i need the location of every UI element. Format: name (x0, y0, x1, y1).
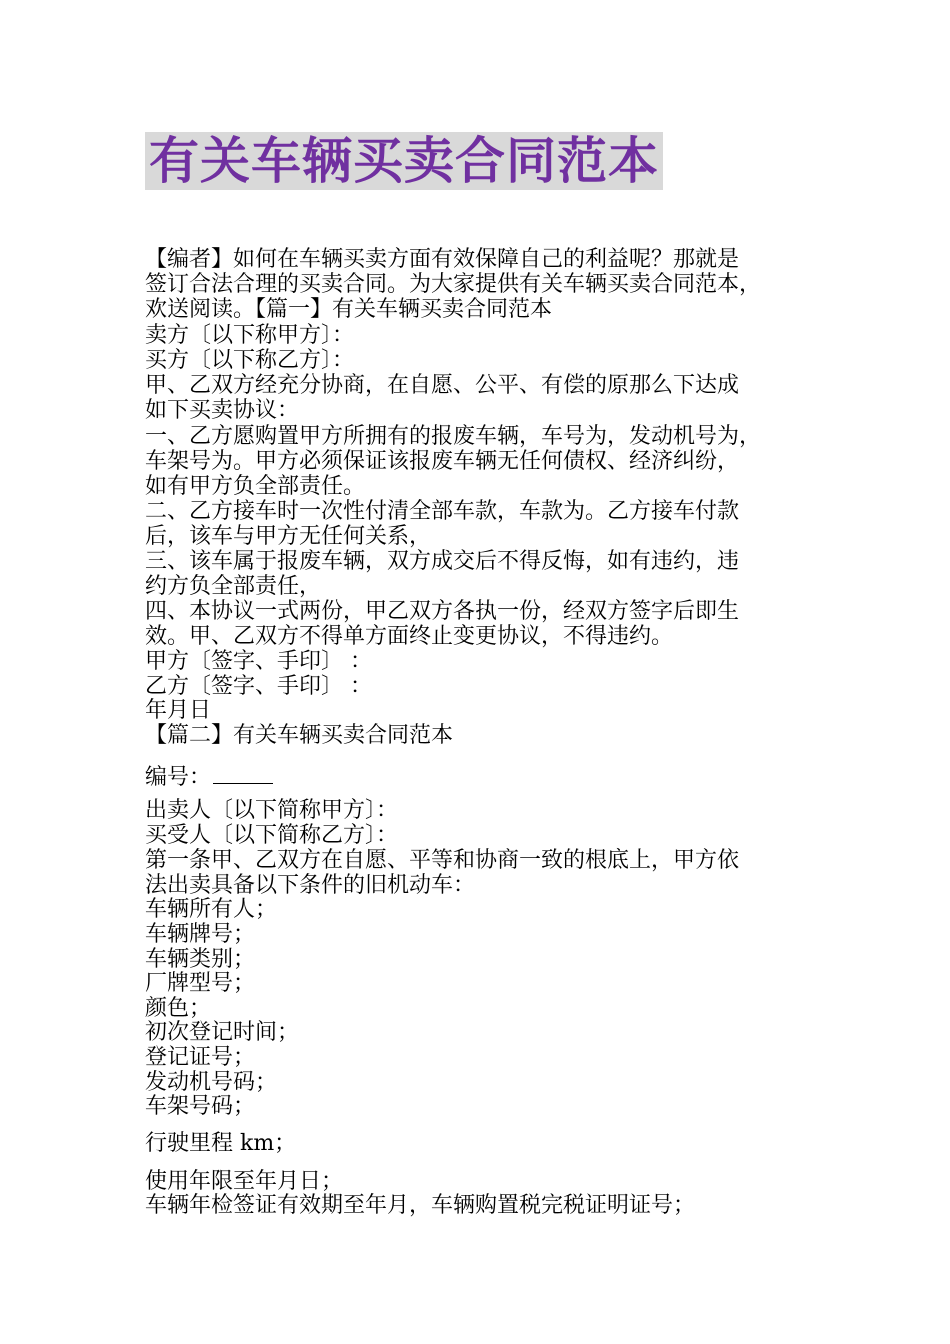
text-line: 欢送阅读。【篇一】有关车辆买卖合同范本 (145, 297, 553, 322)
text-line: 四、本协议一式两份，甲乙双方各执一份，经双方签字后即生 (145, 599, 740, 624)
text-line: 年月日 (145, 698, 212, 723)
text-line: 三、该车属于报废车辆，双方成交后不得反悔，如有违约，违 (145, 549, 740, 574)
text-line: 卖方〔以下称甲方〕： (145, 323, 355, 348)
serial-number-line (145, 763, 273, 790)
serial-number-label: 编号： (145, 765, 212, 790)
text-line: 乙方〔签字、手印〕 ： (145, 674, 372, 699)
text-line: 使用年限至年月日； (145, 1169, 344, 1194)
text-line: 效。甲、乙双方不得单方面终止变更协议，不得违约。 (145, 624, 674, 649)
text-line: 【编者】如何在车辆买卖方面有效保障自己的利益呢？那就是 (145, 247, 740, 272)
text-line: 甲方〔签字、手印〕 ： (145, 649, 372, 674)
text-line: 签订合法合理的买卖合同。为大家提供有关车辆买卖合同范本， (145, 272, 762, 297)
text-line: 买受人〔以下简称乙方〕： (145, 823, 399, 848)
text-line: 如下买卖协议： (145, 398, 300, 423)
text-line: 车辆类别； (145, 947, 256, 972)
text-line: 约方负全部责任， (145, 574, 322, 599)
text-line: 车辆所有人； (145, 897, 278, 922)
document-title: 有关车辆买卖合同范本 (145, 132, 663, 190)
text-line: 初次登记时间； (145, 1020, 300, 1045)
text-line: 车辆牌号； (145, 922, 256, 947)
text-line: 如有甲方负全部责任。 (145, 474, 366, 499)
text-line: 车架号码； (145, 1094, 256, 1119)
serial-number-blank (213, 763, 273, 784)
text-line: 法出卖具备以下条件的旧机动车： (145, 873, 476, 898)
text-line: 出卖人〔以下简称甲方〕： (145, 798, 399, 823)
text-line: 车架号为。甲方必须保证该报废车辆无任何债权、经济纠纷， (145, 449, 740, 474)
text-line: 车辆年检签证有效期至年月，车辆购置税完税证明证号； (145, 1193, 696, 1218)
text-line: 买方〔以下称乙方〕： (145, 348, 355, 373)
text-line: 后，该车与甲方无任何关系， (145, 524, 432, 549)
text-line: 第一条甲、乙双方在自愿、平等和协商一致的根底上，甲方依 (145, 848, 740, 873)
text-line: 行驶里程 km； (145, 1131, 297, 1156)
text-line: 登记证号； (145, 1045, 256, 1070)
text-line: 颜色； (145, 996, 212, 1021)
text-line: 【篇二】有关车辆买卖合同范本 (145, 723, 454, 748)
text-line: 发动机号码； (145, 1070, 278, 1095)
text-line: 二、乙方接车时一次性付清全部车款，车款为。乙方接车付款 (145, 499, 740, 524)
text-line: 甲、乙双方经充分协商，在自愿、公平、有偿的原那么下达成 (145, 373, 740, 398)
text-line: 厂牌型号； (145, 971, 256, 996)
text-line: 一、乙方愿购置甲方所拥有的报废车辆，车号为，发动机号为， (145, 424, 762, 449)
